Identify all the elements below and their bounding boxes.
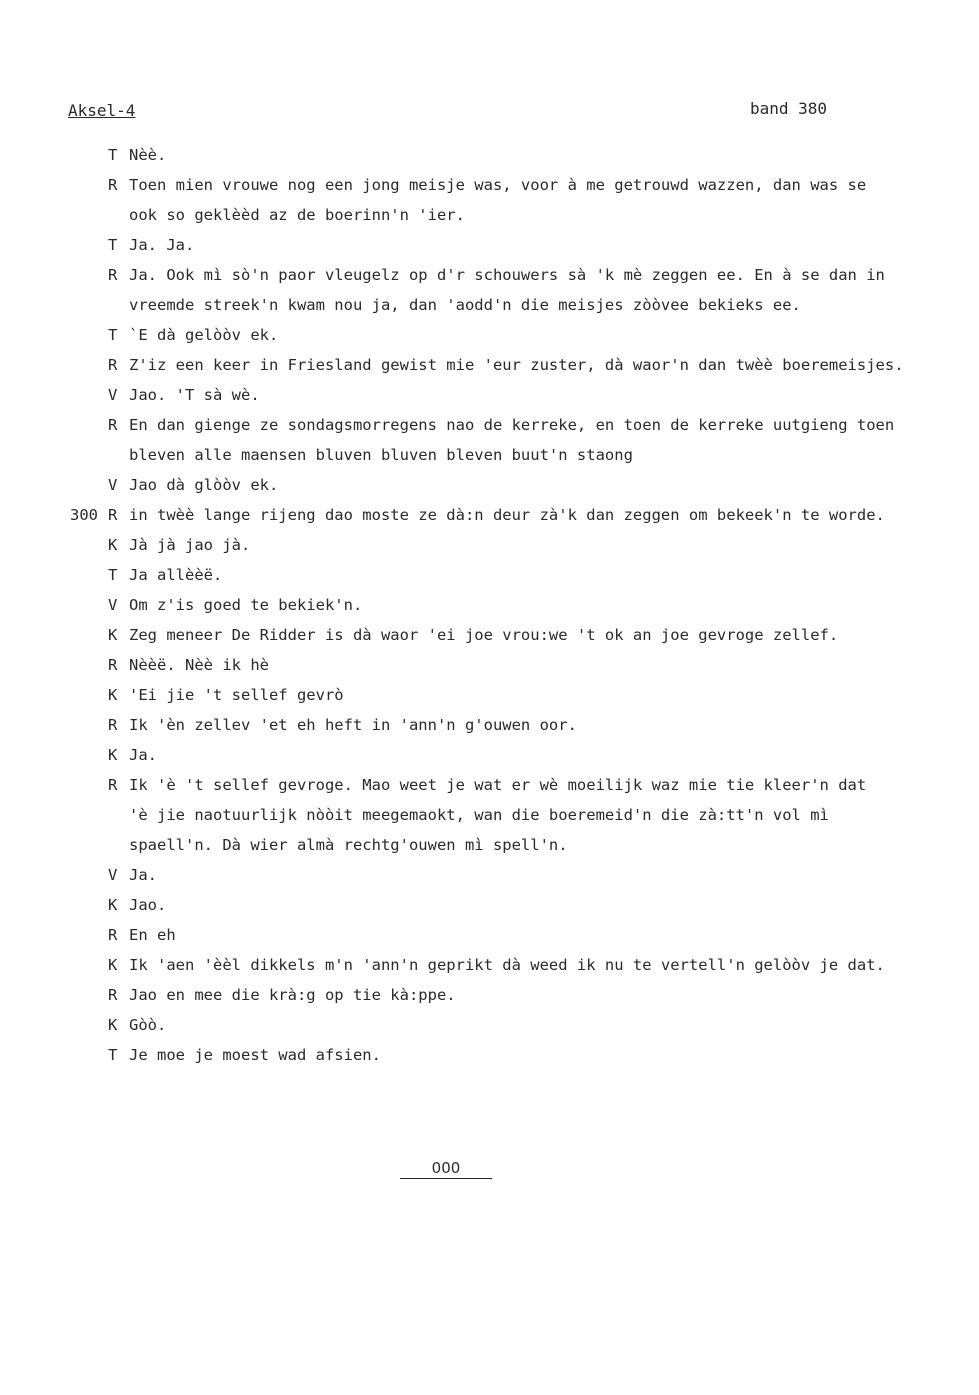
utterance-text: Ja. Ook mì sò'n paor vleugelz op d'r schouwers sà 'k mè zeggen ee. En à se dan in [129,266,885,284]
speaker-code: K [108,626,118,644]
utterance-text: 'Ei jie 't sellef gevrò [129,686,344,704]
utterance-text: vreemde streek'n kwam nou ja, dan 'aodd'n die meisjes zòòvee bekieks ee. [129,296,801,314]
utterance-text: Nèèë. Nèè ik hè [129,656,269,674]
transcript-line [0,620,979,650]
transcript-line [0,980,979,1010]
speaker-code: R [108,776,118,794]
speaker-code: K [108,896,118,914]
utterance-text: Jao. [129,896,167,914]
end-marker: 000 [400,1158,492,1179]
utterance-text: En dan gienge ze sondagsmorregens nao de kerreke, en toen de kerreke uutgieng toen [129,416,895,434]
transcript-line [0,1010,979,1040]
document-id: Aksel-4 [68,101,136,120]
transcript-line [0,1040,979,1070]
utterance-text: Ik 'è 't sellef gevroge. Mao weet je wat er wè moeilijk waz mie tie kleer'n dat [129,776,867,794]
speaker-code: V [108,596,118,614]
transcript-line [0,890,979,920]
utterance-text: Jao dà glòòv ek. [129,476,279,494]
transcript-line [0,380,979,410]
speaker-code: R [108,506,118,524]
utterance-text: Ik 'aen 'èèl dikkels m'n 'ann'n geprikt dà weed ik nu te vertell'n gelòòv je dat. [129,956,885,974]
utterance-text: bleven alle maensen bluven bluven bleven buut'n staong [129,446,633,464]
speaker-code: R [108,656,118,674]
speaker-code: T [108,1046,118,1064]
speaker-code: T [108,326,118,344]
transcript-line [0,140,979,170]
speaker-code: R [108,416,118,434]
speaker-code: K [108,686,118,704]
tape-number: band 380 [750,99,828,118]
line-number: 300 [70,506,98,524]
utterance-text: Ja allèèë. [129,566,223,584]
transcript-line [0,710,979,740]
transcript-line [0,680,979,710]
speaker-code: K [108,1016,118,1034]
speaker-code: T [108,236,118,254]
transcript-line [0,290,979,320]
speaker-code: K [108,746,118,764]
utterance-text: Jao en mee die krà:g op tie kà:ppe. [129,986,456,1004]
speaker-code: R [108,716,118,734]
transcript-line [0,590,979,620]
utterance-text: Jao. 'T sà wè. [129,386,260,404]
speaker-code: V [108,386,118,404]
utterance-text: Jà jà jao jà. [129,536,251,554]
utterance-text: Om z'is goed te bekiek'n. [129,596,363,614]
transcript-line [0,350,979,380]
speaker-code: V [108,866,118,884]
transcript-lines [0,140,979,1070]
utterance-text: Ja. [129,746,157,764]
transcript-line [0,200,979,230]
utterance-text: 'è jie naotuurlijk nòòit meegemaokt, wan die boeremeid'n die zà:tt'n vol mì [129,806,829,824]
utterance-text: Ja. Ja. [129,236,195,254]
transcript-line [0,950,979,980]
utterance-text: Je moe je moest wad afsien. [129,1046,381,1064]
transcript-line [0,260,979,290]
utterance-text: En eh [129,926,176,944]
transcript-line [0,560,979,590]
transcript-line [0,860,979,890]
utterance-text: Zeg meneer De Ridder is dà waor 'ei joe vrou:we 't ok an joe gevroge zellef. [129,626,839,644]
utterance-text: Ja. [129,866,157,884]
transcript-line [0,320,979,350]
utterance-text: spaell'n. Dà wier almà rechtg'ouwen mì spell'n. [129,836,568,854]
speaker-code: V [108,476,118,494]
utterance-text: in twèè lange rijeng dao moste ze dà:n deur zà'k dan zeggen om bekeek'n te worde. [129,506,885,524]
transcript-line [0,470,979,500]
speaker-code: T [108,146,118,164]
utterance-text: Z'iz een keer in Friesland gewist mie 'eur zuster, dà waor'n dan twèè boeremeisjes. [129,356,904,374]
transcript-line [0,410,979,440]
transcript-line [0,740,979,770]
transcript-line [0,800,979,830]
utterance-text: Toen mien vrouwe nog een jong meisje was, voor à me getrouwd wazzen, dan was se [129,176,867,194]
transcript-line [0,830,979,860]
utterance-text: Gòò. [129,1016,167,1034]
transcript-line [0,440,979,470]
transcript-line [0,770,979,800]
transcript-line [0,500,979,530]
speaker-code: K [108,536,118,554]
speaker-code: K [108,956,118,974]
speaker-code: R [108,986,118,1004]
transcript-line [0,530,979,560]
speaker-code: R [108,266,118,284]
utterance-text: ook so geklèèd az de boerinn'n 'ier. [129,206,465,224]
speaker-code: T [108,566,118,584]
transcript-line [0,650,979,680]
speaker-code: R [108,356,118,374]
speaker-code: R [108,176,118,194]
transcript-line [0,920,979,950]
transcript-line [0,170,979,200]
speaker-code: R [108,926,118,944]
transcript-line [0,230,979,260]
utterance-text: Nèè. [129,146,167,164]
utterance-text: `E dà gelòòv ek. [129,326,279,344]
utterance-text: Ik 'èn zellev 'et eh heft in 'ann'n g'ouwen oor. [129,716,577,734]
